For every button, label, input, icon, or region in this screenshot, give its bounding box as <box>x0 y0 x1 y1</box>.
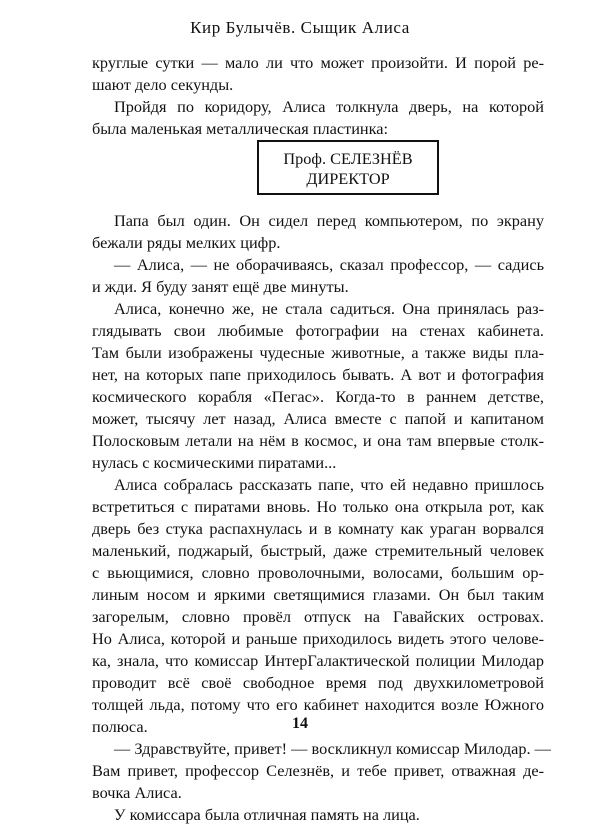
text-line: Алиса собралась рассказать папе, что ей недавно пришлось <box>114 475 544 494</box>
text-line: линым носом и яркими светящимися глазами. Он был таким <box>92 585 544 604</box>
text-line: встретиться с пиратами вновь. Но только она открыла рот, как <box>92 497 544 516</box>
text-line: У комиссара была отличная память на лица. <box>114 805 420 824</box>
text-line: Пройдя по коридору, Алиса толкнула дверь, на которой <box>114 97 544 116</box>
text-line: может, тысячу лет назад, Алиса вместе с папой и капитаном <box>92 409 544 428</box>
text-line: Вам привет, профессор Селезнёв, и тебе привет, отважная де- <box>92 761 544 780</box>
text-line: нулась с космическими пиратами... <box>92 453 337 472</box>
text-line: полюса. <box>92 717 148 736</box>
text-line: загорелым, словно провёл отпуск на Гавайских островах. <box>92 607 544 626</box>
text-line: дверь без стука распахнулась и в комнату как ураган ворвался <box>92 519 544 538</box>
text-line: маленький, поджарый, быстрый, даже стремительный человек <box>92 541 544 560</box>
text-line: Полосковым летали на нём в космос, и она там впервые столк- <box>92 431 544 450</box>
text-line: и жди. Я буду занят ещё две минуты. <box>92 277 349 296</box>
nameplate-title: ДИРЕКТОР <box>306 169 390 188</box>
text-line: нет, на которых папе приходилось бывать. А вот и фотография <box>92 365 544 384</box>
text-line: Папа был один. Он сидел перед компьютером, по экрану <box>114 211 544 230</box>
text-line: круглые сутки — мало ли что может произойти. И порой ре- <box>92 53 544 72</box>
text-line: Но Алиса, которой и раньше приходилось видеть этого челове- <box>92 629 544 648</box>
text-line: — Здравствуйте, привет! — воскликнул комиссар Милодар. — <box>114 739 551 758</box>
door-nameplate <box>257 140 439 195</box>
text-line: была маленькая металлическая пластинка: <box>92 119 389 138</box>
text-line: проводит всё своё свободное время под двухкилометровой <box>92 673 544 692</box>
text-line: вочка Алиса. <box>92 783 182 802</box>
text-line: бежали ряды мелких цифр. <box>92 233 281 252</box>
text-line: Там были изображены чудесные животные, а также виды пла- <box>92 343 544 362</box>
text-line: Алиса, конечно же, не стала садиться. Она принялась раз- <box>114 299 544 318</box>
nameplate-name: Проф. СЕЛЕЗНЁВ <box>283 149 413 168</box>
text-line: толщей льда, потому что его кабинет находится возле Южного <box>92 695 544 714</box>
text-line: ка, знала, что комиссар ИнтерГалактической полиции Милодар <box>92 651 544 670</box>
text-line: — Алиса, — не оборачиваясь, сказал профессор, — садись <box>114 255 544 274</box>
text-line: с вьющимися, словно проволочными, волосами, большим ор- <box>92 563 544 582</box>
running-title: Кир Булычёв. Сыщик Алиса <box>190 18 410 37</box>
text-line: космического корабля «Пегас». Когда-то в раннем детстве, <box>92 387 544 406</box>
page-number: 14 <box>292 715 308 732</box>
text-line: шают дело секунды. <box>92 75 234 94</box>
text-line: глядывать свои любимые фотографии на стенах кабинета. <box>92 321 544 340</box>
